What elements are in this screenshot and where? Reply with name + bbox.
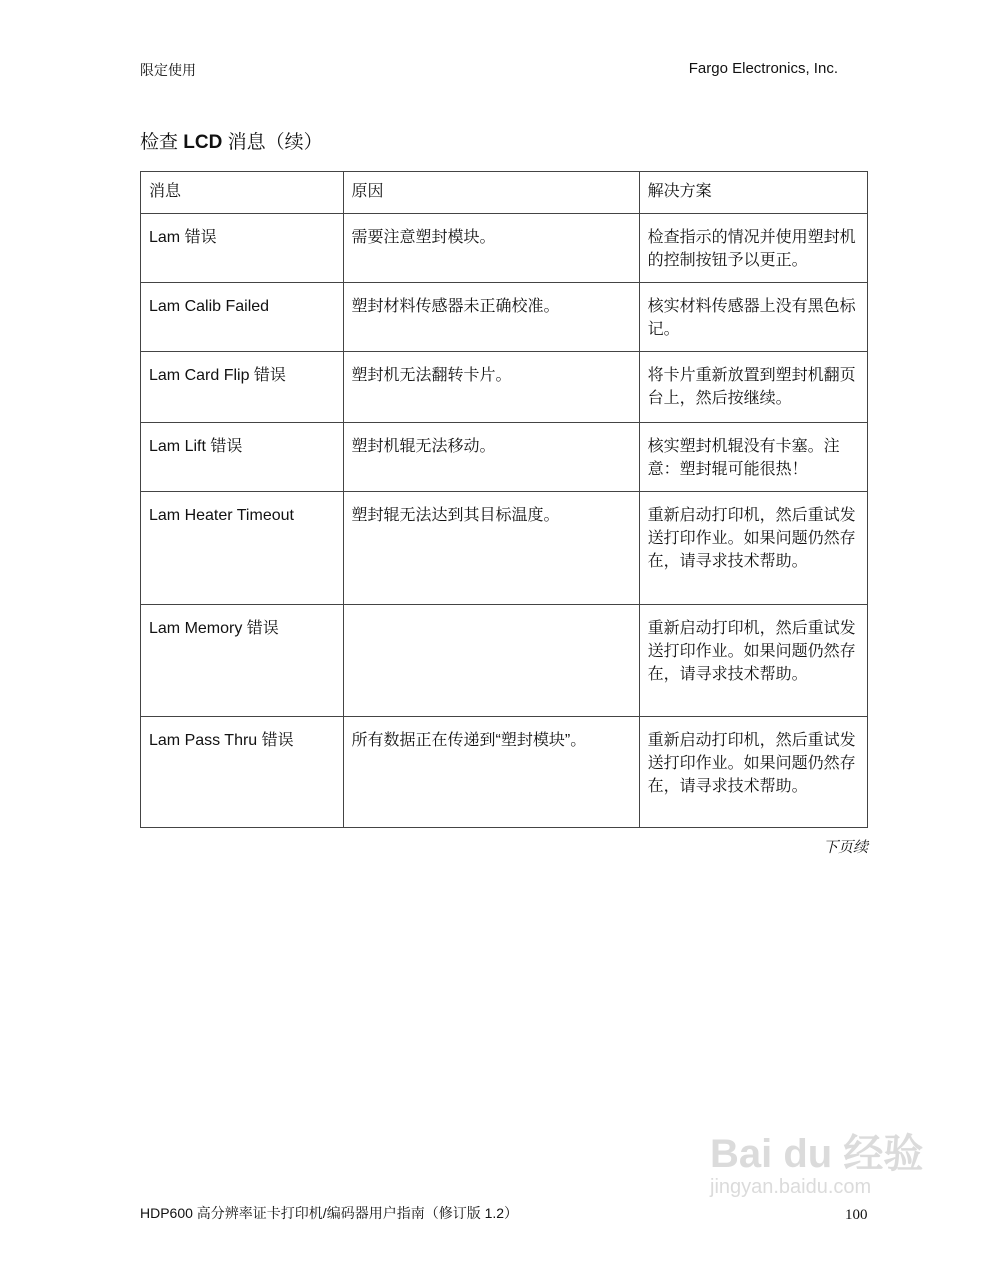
footer-text: HDP600 高分辨率证卡打印机/编码器用户指南（修订版 1.2） xyxy=(140,1205,519,1221)
column-header: 消息 xyxy=(141,172,344,214)
watermark-url: jingyan.baidu.com xyxy=(710,1176,872,1198)
cell-cause: 塑封机辊无法移动。 xyxy=(343,423,639,492)
table-row xyxy=(141,352,868,423)
cell-solution: 核实材料传感器上没有黑色标记。 xyxy=(639,283,867,352)
title-bold: LCD xyxy=(183,132,223,153)
cell-cause: 塑封机无法翻转卡片。 xyxy=(343,352,639,423)
cell-solution: 重新启动打印机，然后重试发送打印作业。如果问题仍然存在，请寻求技术帮助。 xyxy=(639,492,867,605)
table-row xyxy=(141,214,868,283)
cell-cause: 需要注意塑封模块。 xyxy=(343,214,639,283)
cell-cause: 所有数据正在传递到“塑封模块”。 xyxy=(343,717,639,828)
column-header: 解决方案 xyxy=(639,172,867,214)
cell-message: Lam Pass Thru 错误 xyxy=(141,717,344,828)
cell-message: Lam Heater Timeout xyxy=(141,492,344,605)
page-number: 100 xyxy=(845,1207,868,1223)
cell-cause: 塑封材料传感器未正确校准。 xyxy=(343,283,639,352)
baidu-watermark xyxy=(710,1132,970,1198)
cell-message: Lam 错误 xyxy=(141,214,344,283)
cell-solution: 重新启动打印机，然后重试发送打印作业。如果问题仍然存在，请寻求技术帮助。 xyxy=(639,605,867,717)
continued-note: 下页续 xyxy=(822,839,868,856)
title-prefix: 检查 xyxy=(140,132,184,153)
cell-message: Lam Memory 错误 xyxy=(141,605,344,717)
table-row xyxy=(141,717,868,828)
cell-solution: 核实塑封机辊没有卡塞。注意：塑封辊可能很热！ xyxy=(639,423,867,492)
table-header-row xyxy=(141,172,868,214)
lcd-messages-table xyxy=(140,171,868,828)
title-suffix: 消息（续） xyxy=(222,132,323,153)
header-right: Fargo Electronics, Inc. xyxy=(688,60,838,77)
table-row xyxy=(141,605,868,717)
watermark-logo: Bai du 经验 xyxy=(710,1132,924,1176)
page-title xyxy=(140,127,323,154)
cell-solution: 将卡片重新放置到塑封机翻页台上，然后按继续。 xyxy=(639,352,867,423)
table-row xyxy=(141,283,868,352)
cell-solution: 重新启动打印机，然后重试发送打印作业。如果问题仍然存在，请寻求技术帮助。 xyxy=(639,717,867,828)
cell-message: Lam Calib Failed xyxy=(141,283,344,352)
cell-cause: 塑封辊无法达到其目标温度。 xyxy=(343,492,639,605)
table-row xyxy=(141,492,868,605)
column-header: 原因 xyxy=(343,172,639,214)
cell-message: Lam Card Flip 错误 xyxy=(141,352,344,423)
cell-message: Lam Lift 错误 xyxy=(141,423,344,492)
cell-cause xyxy=(343,605,639,717)
cell-solution: 检查指示的情况并使用塑封机的控制按钮予以更正。 xyxy=(639,214,867,283)
header-left: 限定使用 xyxy=(140,62,196,78)
table-row xyxy=(141,423,868,492)
